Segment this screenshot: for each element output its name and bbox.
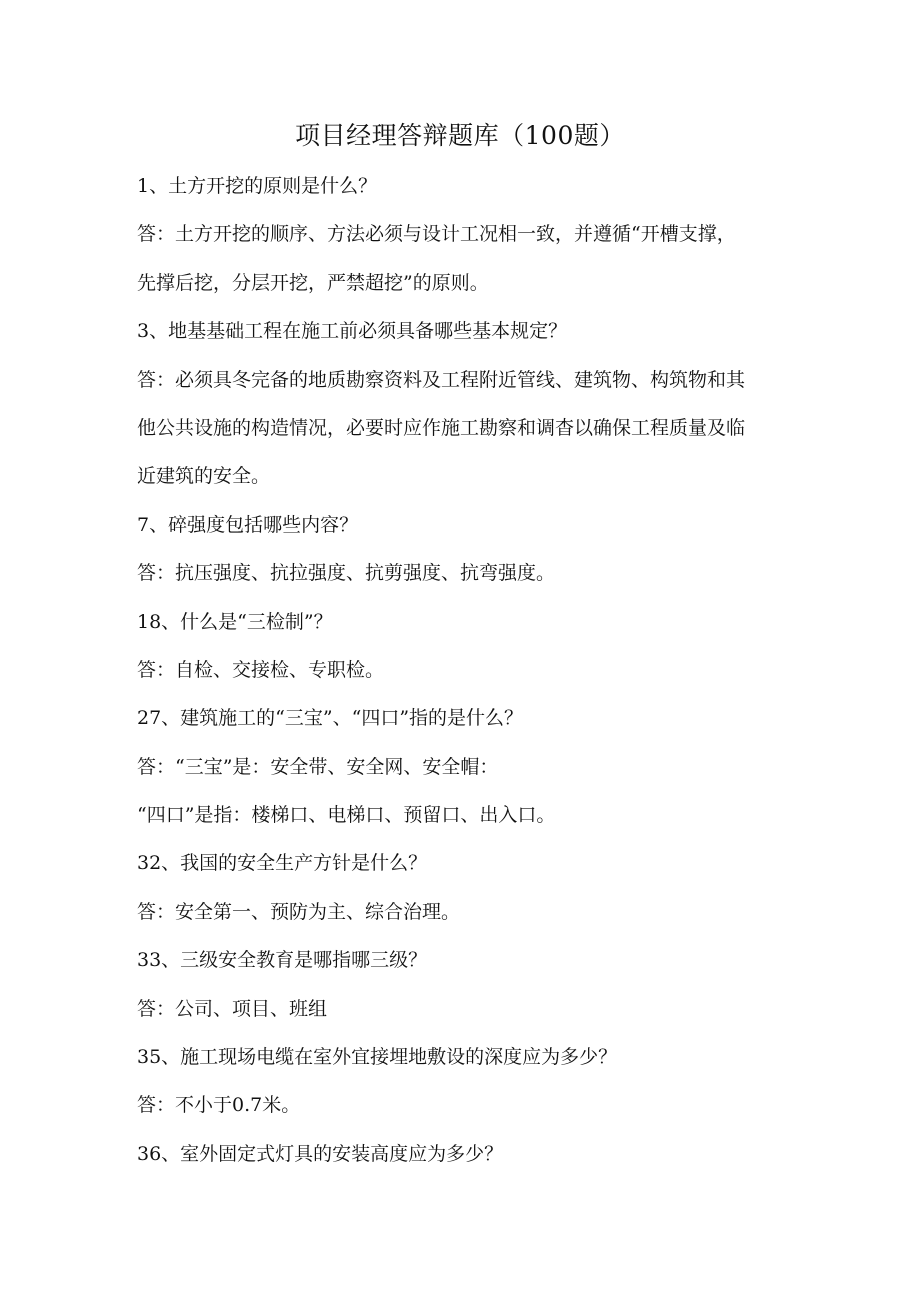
answer-line: 答：“三宝”是：安全带、安全网、安全帽： [137, 755, 499, 778]
answer-line: 答：安全第一、预防为主、综合治理。 [137, 900, 461, 923]
document-body [137, 166, 797, 1182]
answer-line: 答：抗压强度、抗拉强度、抗剪强度、抗弯强度。 [137, 562, 556, 585]
question-line: 3、地基基础工程在施工前必须具备哪些基本规定？ [137, 320, 568, 343]
answer-line: 答：不小于0.7米。 [137, 1094, 301, 1117]
answer-line: 先撑后挖，分层开挖，严禁超挖”的原则。 [137, 271, 489, 294]
document-title: 项目经理答辩题库（100题） [295, 121, 625, 150]
question-line: 33、三级安全教育是哪指哪三级？ [137, 949, 428, 972]
question-line: 36、室外固定式灯具的安装高度应为多少？ [137, 1142, 504, 1165]
answer-line: 答：自检、交接检、专职检。 [137, 658, 385, 681]
question-line: 1、土方开挖的原则是什么？ [137, 175, 378, 197]
question-line: 18、什么是“三检制”？ [137, 610, 333, 633]
answer-line: “四口”是指：楼梯口、电梯口、预留口、出入口。 [137, 804, 556, 827]
answer-line: 答：土方开挖的顺序、方法必须与设计工况相一致，并遵循“开槽支撑， [137, 223, 736, 246]
answer-line: 他公共设施的构造情况，必要时应作施工勘察和调杳以确保工程质量及临 [137, 416, 746, 439]
question-line: 7、碎强度包括哪些内容？ [137, 513, 359, 536]
question-line: 35、施工现场电缆在室外宜接埋地敷设的深度应为多少？ [137, 1046, 618, 1069]
question-line: 27、建筑施工的“三宝”、“四口”指的是什么？ [137, 707, 524, 730]
answer-line: 近建筑的安全。 [137, 465, 271, 488]
answer-line: 答：公司、项目、班组 [137, 997, 328, 1020]
question-line: 32、我国的安全生产方针是什么？ [137, 852, 428, 875]
answer-line: 答：必须具冬完备的地质勘察资料及工程附近管线、建筑物、构筑物和其 [137, 368, 746, 391]
